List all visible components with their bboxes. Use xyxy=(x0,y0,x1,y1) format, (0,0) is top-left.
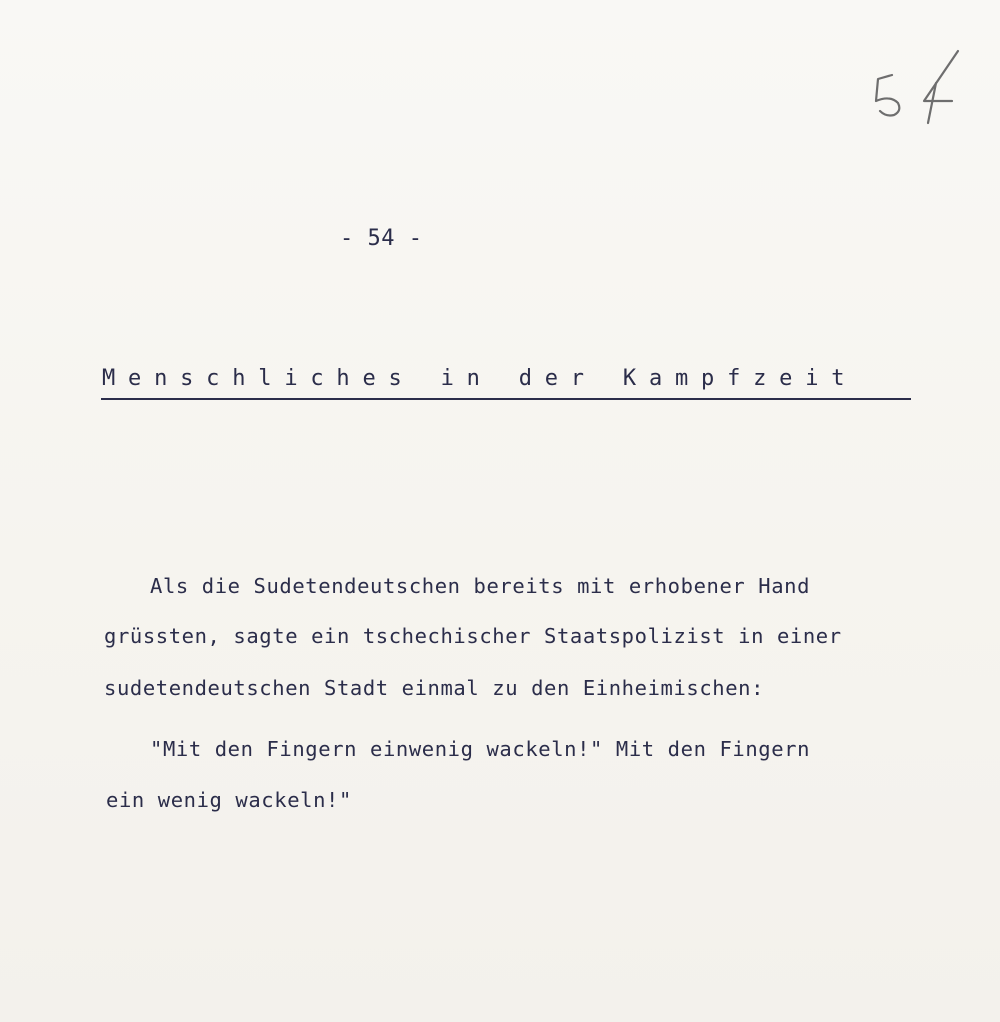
paragraph-line: sudetendeutschen Stadt einmal zu den Einheimischen: xyxy=(104,676,765,700)
document-title: Menschliches in der Kampfzeit xyxy=(102,366,858,391)
paragraph-line: ein wenig wackeln!" xyxy=(106,788,352,812)
paragraph-line: grüssten, sagte ein tschechischer Staatspolizist in einer xyxy=(104,624,842,648)
paragraph-line: "Mit den Fingern einwenig wackeln!" Mit den Fingern xyxy=(150,737,811,761)
handwritten-page-number xyxy=(870,45,970,130)
paragraph-line: Als die Sudetendeutschen bereits mit erhobener Hand xyxy=(150,574,811,598)
title-underline xyxy=(101,398,911,400)
page-number: - 54 - xyxy=(340,226,423,251)
